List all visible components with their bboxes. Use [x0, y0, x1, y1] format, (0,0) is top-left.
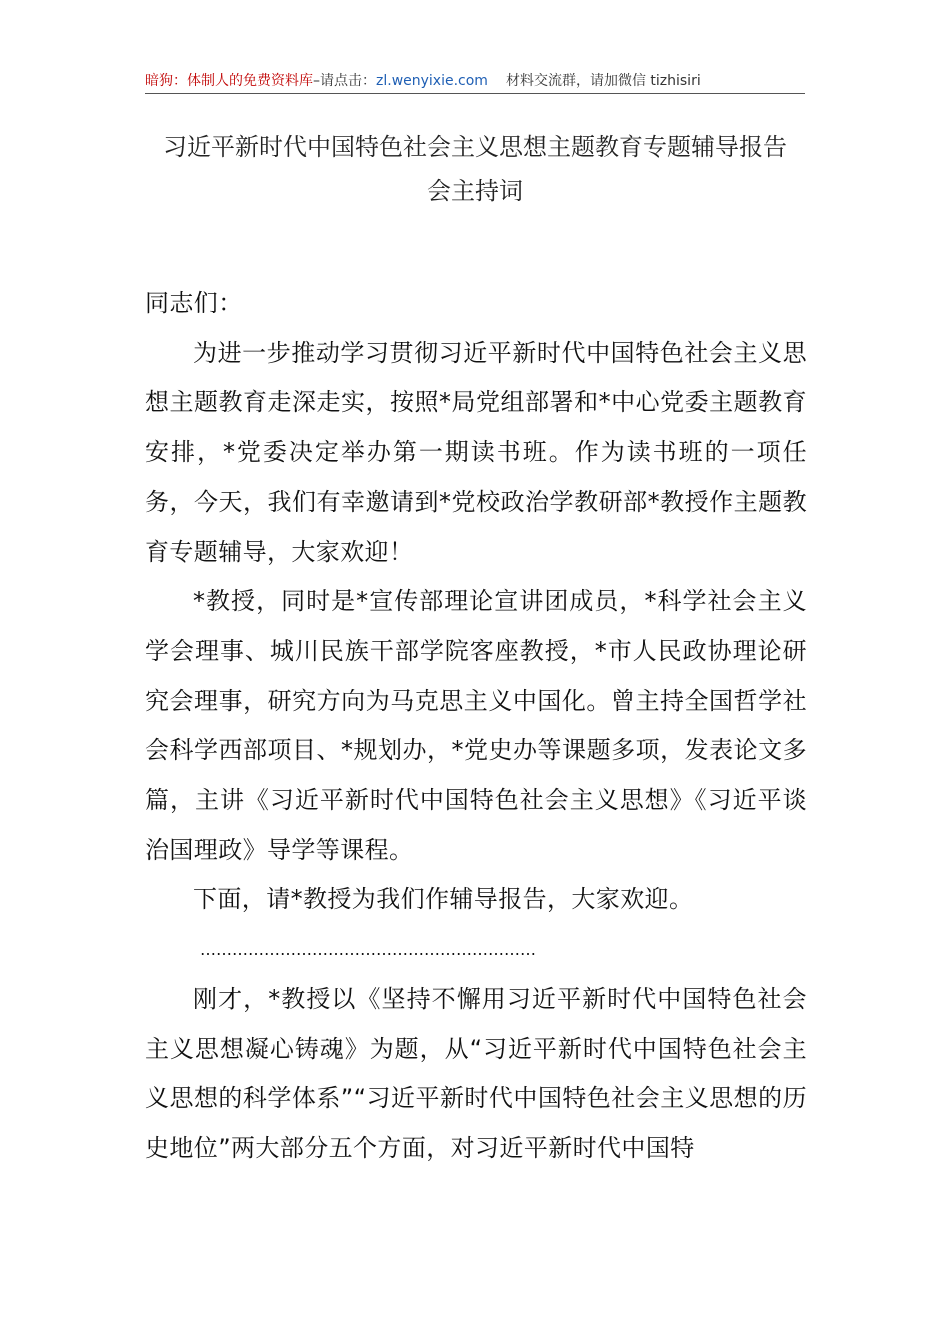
header-link-prompt: –请点击：	[313, 73, 376, 89]
paragraph-1: 为进一步推动学习贯彻习近平新时代中国特色社会主义思想主题教育走深走实，按照*局党组部署和*中心党委主题教育安排，*党委决定举办第一期读书班。作为读书班的一项任务，今天，我们有幸邀请到*党校政治学教研部*教授作主题教育专题辅导，大家欢迎！	[145, 338, 807, 566]
paragraph-3: 下面，请*教授为我们作辅导报告，大家欢迎。	[193, 885, 694, 914]
title-line-1: 习近平新时代中国特色社会主义思想主题教育专题辅导报告	[163, 133, 787, 161]
header-contact: 材料交流群，请加微信 tizhisiri	[505, 73, 701, 89]
title-line-2: 会主持词	[427, 177, 523, 205]
page-header	[145, 70, 805, 92]
document-title	[145, 125, 805, 213]
header-link[interactable]: zl.wenyixie.com	[376, 73, 488, 89]
salutation: 同志们：	[145, 289, 243, 317]
paragraph-4: 刚才，*教授以《坚持不懈用习近平新时代中国特色社会主义思想凝心铸魂》为题，从“习近平新时代中国特色社会主义思想的科学体系”“习近平新时代中国特色社会主义思想的历史地位”两大部分五个方面，对习近平新时代中国特	[145, 984, 807, 1162]
document-body	[145, 279, 807, 1174]
header-divider	[145, 93, 805, 94]
paragraph-2: *教授，同时是*宣传部理论宣讲团成员，*科学社会主义学会理事、城川民族干部学院客座教授，*市人民政协理论研究会理事，研究方向为马克思主义中国化。曾主持全国哲学社会科学西部项目、*规划办，*党史办等课题多项，发表论文多篇，主讲《习近平新时代中国特色社会主义思想》《习近平谈治国理政》导学等课程。	[145, 587, 807, 864]
header-site-name: 暗狗：体制人的免费资料库	[145, 73, 313, 89]
dotted-separator: ………………………………………………………	[200, 940, 536, 960]
